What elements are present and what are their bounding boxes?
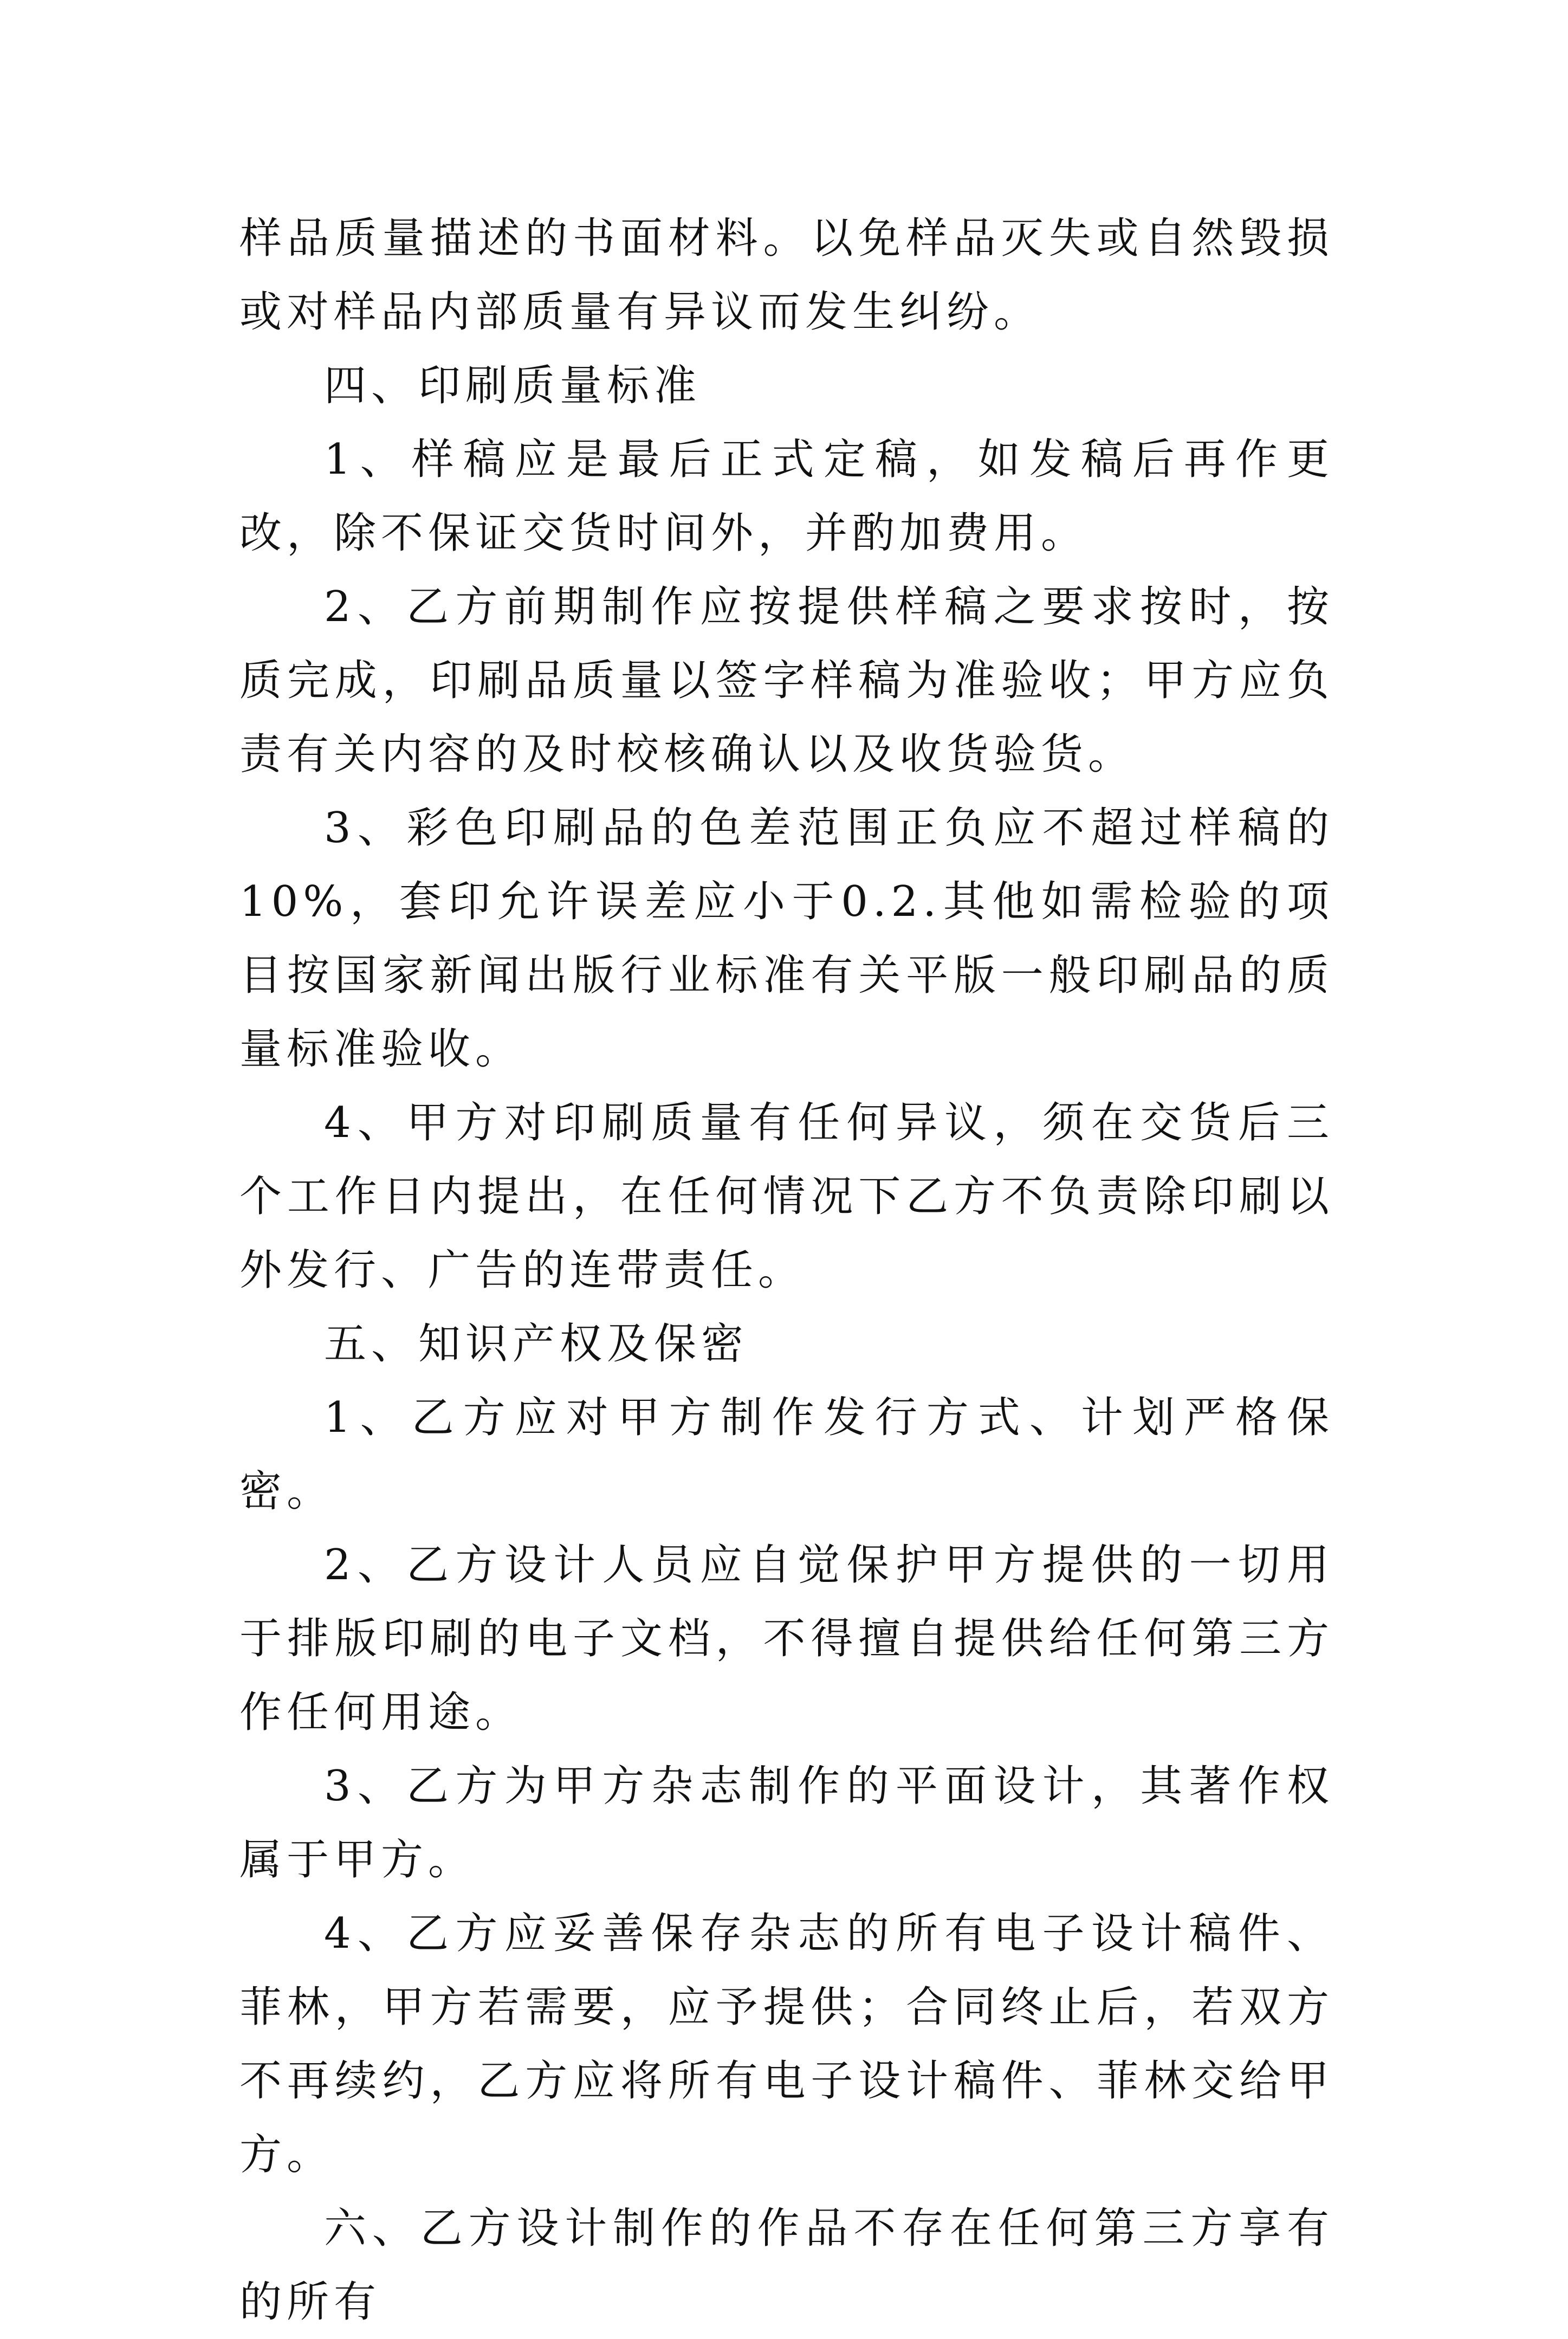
paragraph-clause-4-2: 2、乙方前期制作应按提供样稿之要求按时，按质完成，印刷品质量以签字样稿为准验收；甲方应负责有关内容的及时校核确认以及收货验货。 bbox=[239, 583, 1334, 779]
heading-print-quality-standards: 四、印刷质量标准 bbox=[324, 361, 702, 410]
paragraph-clause-5-2: 2、乙方设计人员应自觉保护甲方提供的一切用于排版印刷的电子文档，不得擅自提供给任何第三方作任何用途。 bbox=[239, 1541, 1334, 1737]
paragraph-clause-5-4: 4、乙方应妥善保存杂志的所有电子设计稿件、菲林，甲方若需要，应予提供；合同终止后，若双方不再续约，乙方应将所有电子设计稿件、菲林交给甲方。 bbox=[239, 1909, 1334, 2179]
paragraph-clause-5-1: 1、乙方应对甲方制作发行方式、计划严格保密。 bbox=[239, 1393, 1334, 1516]
document-body bbox=[239, 202, 1334, 2339]
paragraph-clause-4-1: 1、样稿应是最后正式定稿，如发稿后再作更改，除不保证交货时间外，并酌加费用。 bbox=[239, 435, 1334, 558]
paragraph-clause-4-4: 4、甲方对印刷质量有任何异议，须在交货后三个工作日内提出，在任何情况下乙方不负责除印刷以外发行、广告的连带责任。 bbox=[239, 1099, 1334, 1295]
paragraph-section-6-start: 六、乙方设计制作的作品不存在任何第三方享有的所有 bbox=[239, 2204, 1334, 2327]
paragraph-clause-5-3: 3、乙方为甲方杂志制作的平面设计，其著作权属于甲方。 bbox=[239, 1762, 1334, 1884]
paragraph-clause-4-3: 3、彩色印刷品的色差范围正负应不超过样稿的10%，套印允许误差应小于0.2.其他如需检验的项目按国家新闻出版行业标准有关平版一般印刷品的质量标准验收。 bbox=[239, 804, 1334, 1074]
heading-ip-and-confidentiality: 五、知识产权及保密 bbox=[324, 1320, 749, 1368]
paragraph-sample-quality: 样品质量描述的书面材料。以免样品灭失或自然毁损或对样品内部质量有异议而发生纠纷。 bbox=[239, 214, 1334, 337]
